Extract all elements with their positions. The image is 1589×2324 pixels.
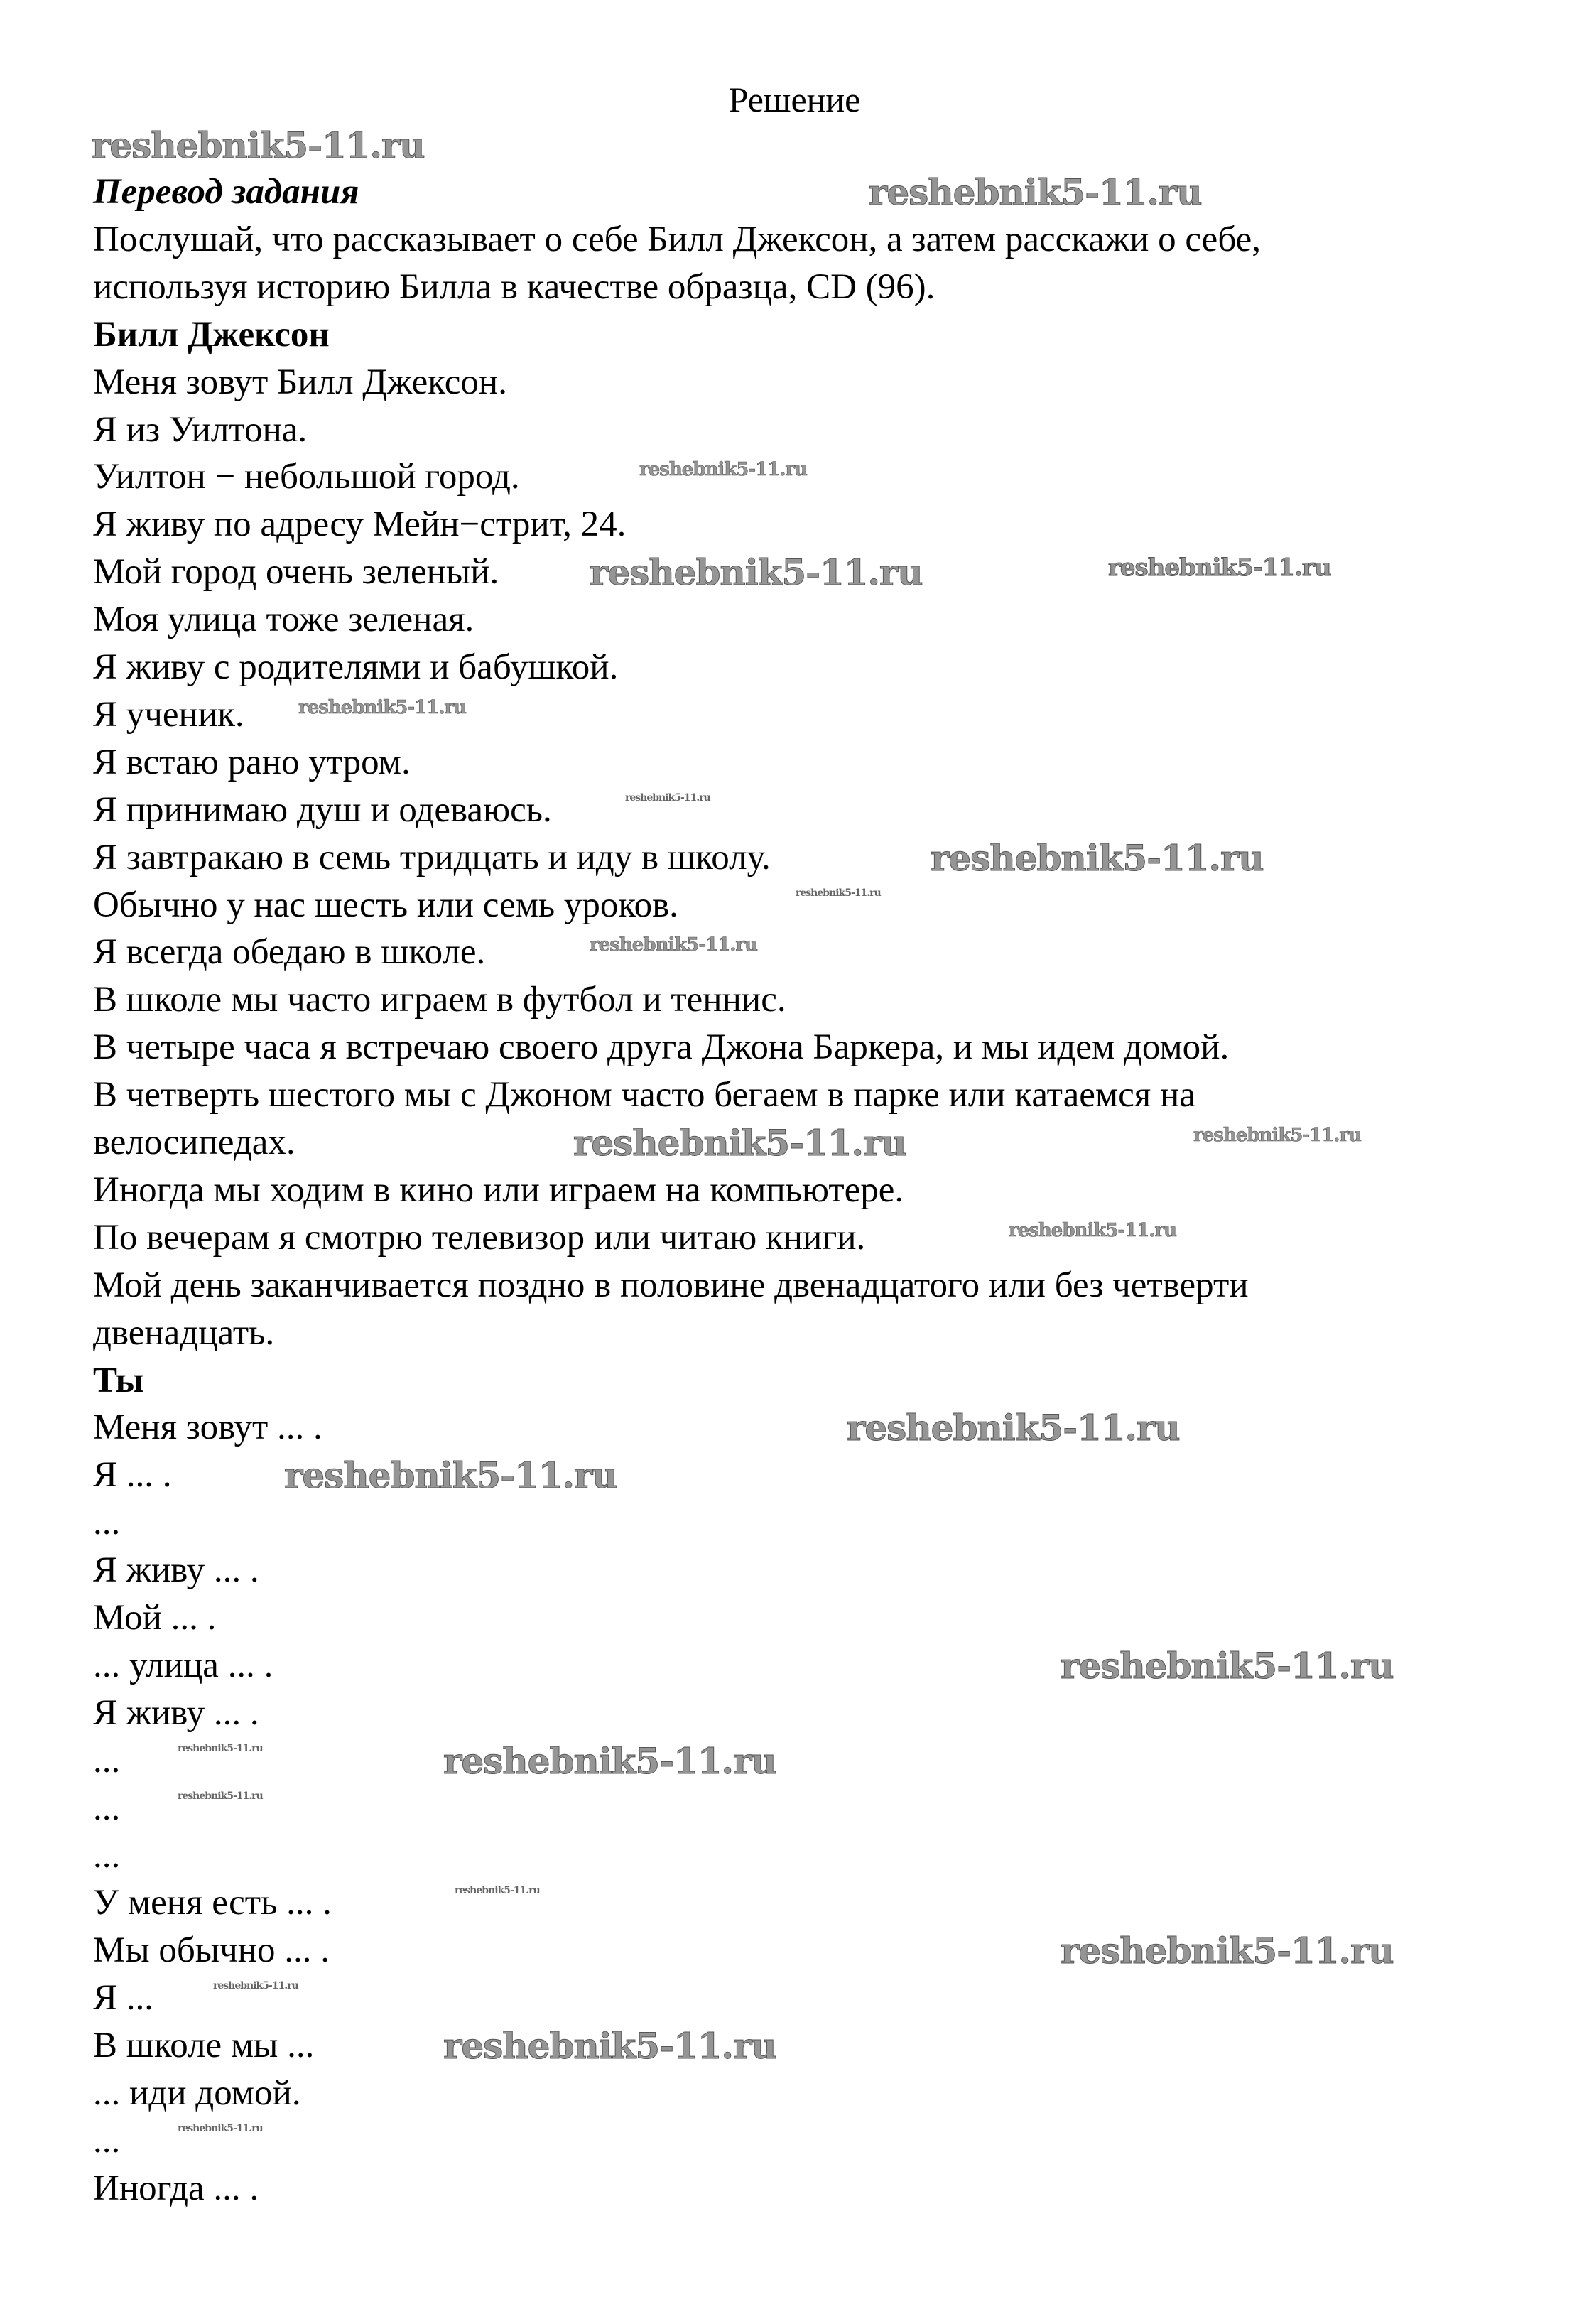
text-line: Мы обычно ... . [93, 1930, 330, 1971]
section-heading: Билл Джексон [93, 314, 330, 355]
text-line: ... улица ... . [93, 1645, 273, 1685]
text-line: двенадцать. [93, 1312, 275, 1353]
watermark: reshebnik5-11.ru [455, 1885, 540, 1897]
section-heading: Ты [93, 1360, 144, 1400]
text-line: Я принимаю душ и одеваюсь. [93, 789, 552, 830]
text-line: Я всегда обедаю в школе. [93, 932, 486, 973]
text-line: Я из Уилтона. [93, 409, 308, 450]
watermark: reshebnik5-11.ru [590, 551, 923, 594]
text-line: Мой день заканчивается поздно в половине двенадцатого или без четверти [93, 1265, 1249, 1305]
watermark: reshebnik5-11.ru [284, 1454, 617, 1497]
text-line: Обычно у нас шесть или семь уроков. [93, 885, 678, 925]
text-line: Я ... . [93, 1455, 172, 1496]
watermark: reshebnik5-11.ru [590, 934, 758, 956]
watermark: reshebnik5-11.ru [298, 696, 467, 718]
watermark: reshebnik5-11.ru [178, 1790, 263, 1802]
watermark: reshebnik5-11.ru [931, 836, 1264, 879]
watermark: reshebnik5-11.ru [639, 459, 808, 481]
watermark: reshebnik5-11.ru [1108, 553, 1331, 583]
text-line: велосипедах. [93, 1123, 295, 1162]
text-line: ... [93, 2120, 121, 2161]
text-line: В школе мы часто играем в футбол и теннис. [93, 980, 786, 1020]
text-line: ... иди домой. [93, 2073, 301, 2113]
watermark: reshebnik5-11.ru [1193, 1125, 1362, 1146]
text-line: Иногда мы ходим в кино или играем на компьютере. [93, 1169, 904, 1210]
text-line: Я живу ... . [93, 1692, 259, 1733]
text-line: Иногда ... . [93, 2168, 259, 2208]
text-line: ... [93, 1788, 121, 1828]
watermark: reshebnik5-11.ru [1061, 1930, 1394, 1972]
text-line: ... [93, 1740, 121, 1780]
watermark: reshebnik5-11.ru [178, 2122, 263, 2134]
text-line: В четверть шестого мы с Джоном часто бегаем в парке или катаемся на [93, 1075, 1195, 1115]
watermark: reshebnik5-11.ru [847, 1407, 1180, 1449]
watermark: reshebnik5-11.ru [1009, 1219, 1177, 1241]
watermark: reshebnik5-11.ru [573, 1122, 906, 1164]
text-line: У меня есть ... . [93, 1883, 332, 1923]
text-line: Мой город очень зеленый. [93, 552, 499, 593]
watermark: reshebnik5-11.ru [443, 2025, 776, 2068]
text-line: Я живу ... . [93, 1550, 259, 1591]
text-line: Я встаю рано утром. [93, 742, 411, 782]
page-title: Решение [728, 80, 861, 119]
text-line: Меня зовут ... . [93, 1407, 322, 1448]
text-line: Я завтракаю в семь тридцать и иду в школу. [93, 837, 771, 877]
watermark: reshebnik5-11.ru [1061, 1644, 1394, 1687]
text-line: Я ученик. [93, 694, 244, 735]
section-heading: Перевод задания [93, 172, 359, 212]
text-line: Я живу по адресу Мейн−стрит, 24. [93, 504, 627, 545]
text-line: Мой ... . [93, 1598, 217, 1638]
watermark: reshebnik5-11.ru [178, 1742, 263, 1754]
watermark: reshebnik5-11.ru [796, 887, 881, 899]
text-line: используя историю Билла в качестве образца, CD (96). [93, 266, 935, 307]
text-line: ... [93, 1835, 121, 1876]
watermark: reshebnik5-11.ru [869, 171, 1202, 213]
text-line: В школе мы ... [93, 2026, 315, 2066]
text-line: Уилтон − небольшой город. [93, 457, 520, 497]
text-line: Я живу с родителями и бабушкой. [93, 647, 619, 687]
text-line: Меня зовут Билл Джексон. [93, 362, 507, 402]
text-line: В четыре часа я встречаю своего друга Джона Баркера, и мы идем домой. [93, 1027, 1230, 1068]
watermark: reshebnik5-11.ru [213, 1980, 298, 1992]
text-line: По вечерам я смотрю телевизор или читаю книги. [93, 1217, 866, 1258]
text-line: Послушай, что рассказывает о себе Билл Джексон, а затем расскажи о себе, [93, 219, 1261, 259]
watermark: reshebnik5-11.ru [92, 124, 425, 166]
text-line: ... [93, 1503, 121, 1543]
watermark: reshebnik5-11.ru [443, 1739, 776, 1782]
text-line: Я ... [93, 1978, 154, 2018]
text-line: Моя улица тоже зеленая. [93, 600, 474, 640]
watermark: reshebnik5-11.ru [625, 791, 710, 804]
